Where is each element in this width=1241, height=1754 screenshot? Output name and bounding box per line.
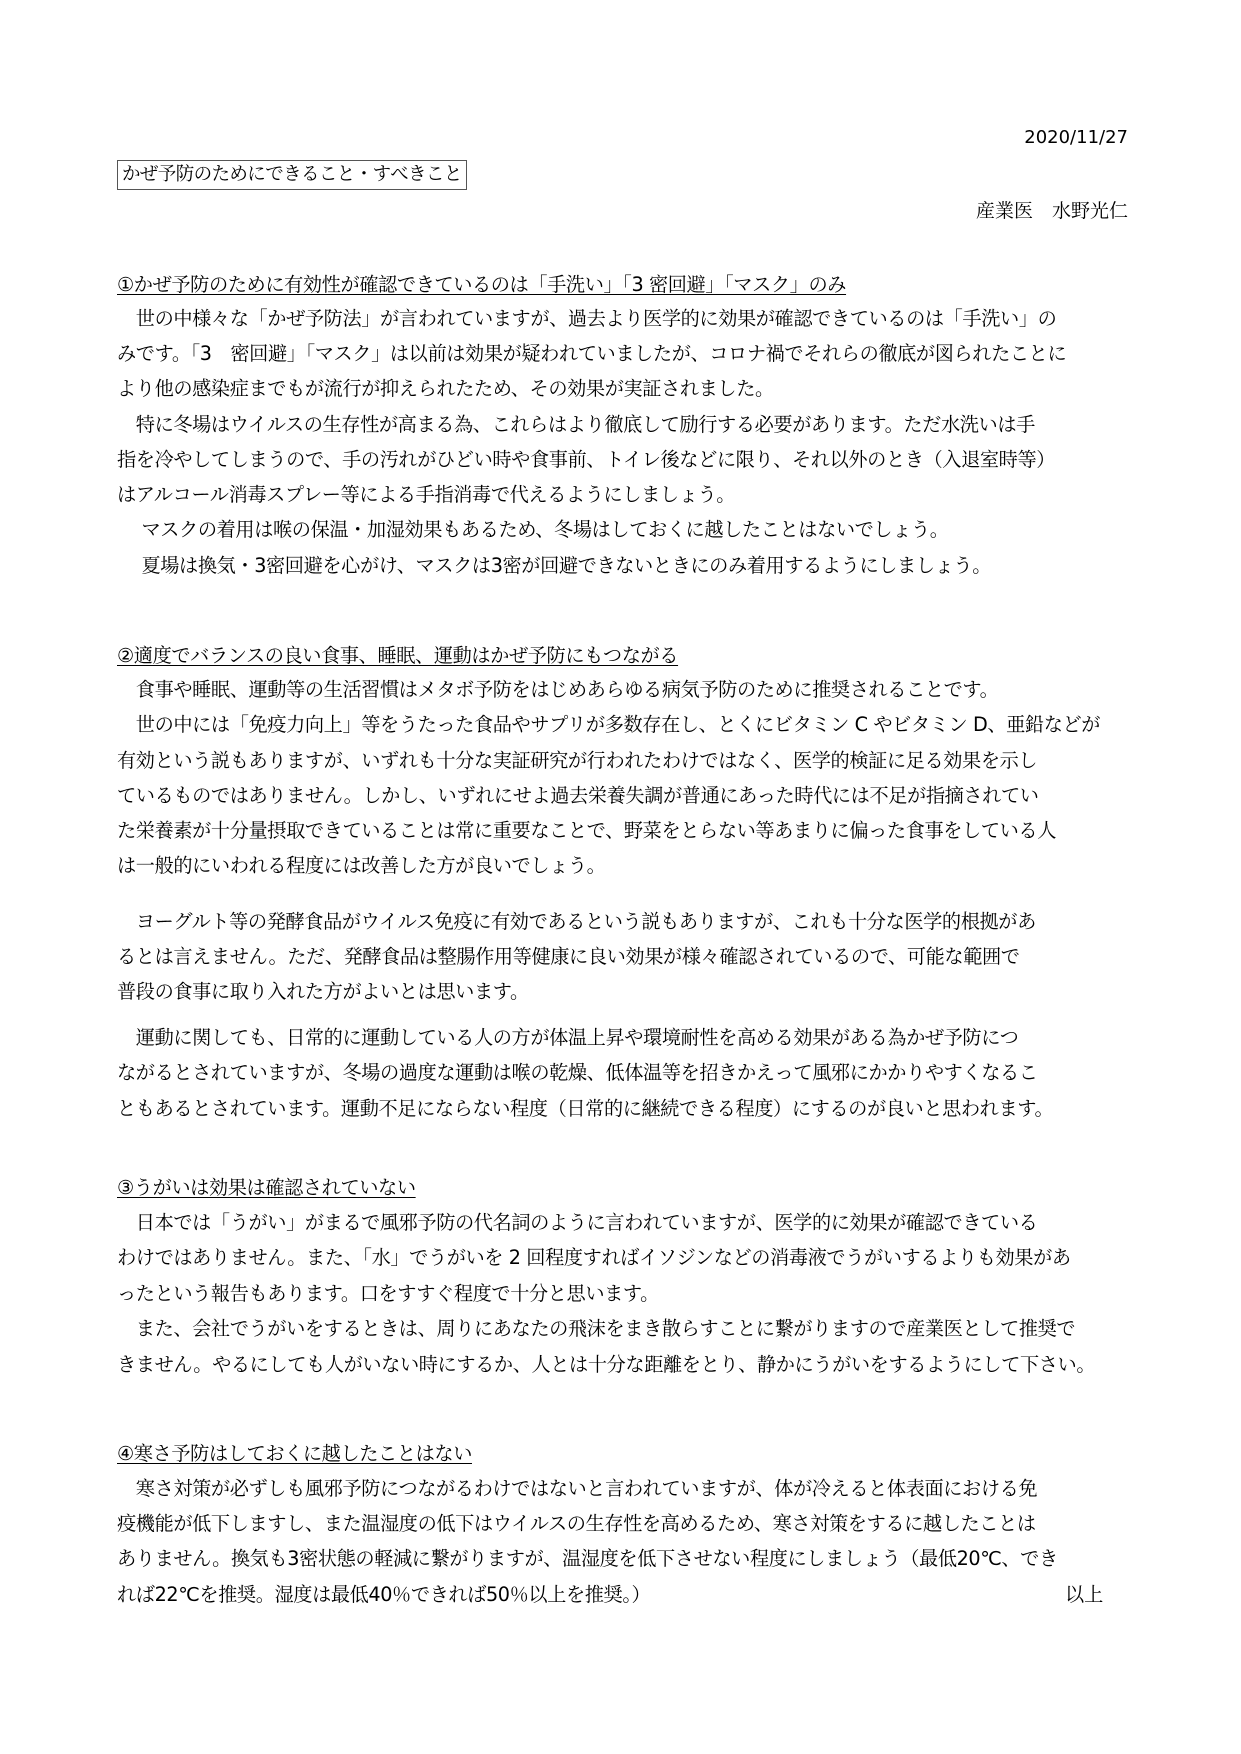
paragraph-line: また、会社でうがいをするときは、周りにあなたの飛沫をまき散らすことに繋がりますので産業医として推奨で (117, 1317, 1076, 1340)
paragraph-line: きません。やるにしても人がいない時にするか、人とは十分な距離をとり、静かにうがいをするようにして下さい。 (117, 1353, 1096, 1376)
paragraph-line: ながるとされていますが、冬場の過度な運動は喉の乾燥、低体温等を招きかえって風邪にかかりやすくなるこ (117, 1061, 1038, 1084)
paragraph-line: は一般的にいわれる程度には改善した方が良いでしょう。 (117, 854, 606, 877)
section-3-heading: ③うがいは効果は確認されていない (117, 1176, 416, 1199)
paragraph-line: 寒さ対策が必ずしも風邪予防につながるわけではないと言われていますが、体が冷えると体表面における免 (117, 1477, 1038, 1500)
document-author: 産業医 水野光仁 (975, 200, 1128, 222)
paragraph-line: マスクの着用は喉の保温・加湿効果もあるため、冬場はしておくに越したことはないでしょう。 (117, 518, 949, 541)
paragraph-line: ヨーグルト等の発酵食品がウイルス免疫に有効であるという説もありますが、これも十分な医学的根拠があ (117, 910, 1036, 933)
section-1-heading: ①かぜ予防のために有効性が確認できているのは「手洗い」「3 密回避」「マスク」のみ (117, 273, 847, 296)
paragraph-line: ているものではありません。しかし、いずれにせよ過去栄養失調が普通にあった時代には不足が指摘されてい (117, 784, 1039, 807)
paragraph-line: 特に冬場はウイルスの生存性が高まる為、これらはより徹底して励行する必要があります。ただ水洗いは手 (117, 413, 1035, 436)
document-title: かぜ予防のためにできること・すべきこと (117, 160, 467, 190)
paragraph-line: より他の感染症までもが流行が抑えられたため、その効果が実証されました。 (117, 377, 774, 400)
section-2-heading: ②適度でバランスの良い食事、睡眠、運動はかぜ予防にもつながる (117, 644, 679, 667)
paragraph-line: 有効という説もありますが、いずれも十分な実証研究が行われたわけではなく、医学的検証に足る効果を示し (117, 749, 1038, 772)
paragraph-line: 指を冷やしてしまうので、手の汚れがひどい時や食事前、トイレ後などに限り、それ以外のとき（入退室時等） (117, 448, 1056, 471)
paragraph-line: 普段の食事に取り入れた方がよいとは思います。 (117, 980, 529, 1003)
paragraph-line: ありません。換気も3密状態の軽減に繋がりますが、温湿度を低下させない程度にしましょう（最低20℃、でき (117, 1547, 1058, 1570)
closing-mark: 以上 (1065, 1583, 1104, 1606)
paragraph-line: 食事や睡眠、運動等の生活習慣はメタボ予防をはじめあらゆる病気予防のために推奨されることです。 (117, 678, 999, 701)
paragraph-line: 運動に関しても、日常的に運動している人の方が体温上昇や環境耐性を高める効果がある為かぜ予防につ (117, 1026, 1019, 1049)
paragraph-line: みです。「3 密回避」「マスク」は以前は効果が疑われていましたが、コロナ禍でそれらの徹底が図られたことに (117, 342, 1067, 365)
paragraph-line: 世の中には「免疫力向上」等をうたった食品やサプリが多数存在し、とくにビタミン C やビタミン D、亜鉛などが (117, 713, 1101, 736)
paragraph-line: た栄養素が十分量摂取できていることは常に重要なことで、野菜をとらない等あまりに偏った食事をしている人 (117, 819, 1056, 842)
document-date: 2020/11/27 (1024, 127, 1128, 148)
paragraph-line: 世の中様々な「かぜ予防法」が言われていますが、過去より医学的に効果が確認できているのは「手洗い」の (117, 307, 1057, 330)
paragraph-line: るとは言えません。ただ、発酵食品は整腸作用等健康に良い効果が様々確認されているので、可能な範囲で (117, 945, 1020, 968)
paragraph-line: ともあるとされています。運動不足にならない程度（日常的に継続できる程度）にするのが良いと思われます。 (117, 1097, 1054, 1120)
paragraph-line: 夏場は換気・3密回避を心がけ、マスクは3密が回避できないときにのみ着用するようにしましょう。 (117, 554, 991, 577)
paragraph-line: ったという報告もあります。口をすすぐ程度で十分と思います。 (117, 1282, 659, 1305)
paragraph-line: わけではありません。また、「水」でうがいを 2 回程度すればイソジンなどの消毒液でうがいするよりも効果があ (117, 1246, 1071, 1269)
paragraph-line: れば22℃を推奨。湿度は最低40％できれば50％以上を推奨。） (117, 1583, 651, 1606)
section-4-heading: ④寒さ予防はしておくに越したことはない (117, 1442, 472, 1465)
paragraph-line: はアルコール消毒スプレー等による手指消毒で代えるようにしましょう。 (117, 483, 736, 506)
paragraph-line: 疫機能が低下しますし、また温湿度の低下はウイルスの生存性を高めるため、寒さ対策をするに越したことは (117, 1512, 1036, 1535)
paragraph-line: 日本では「うがい」がまるで風邪予防の代名詞のように言われていますが、医学的に効果が確認できている (117, 1211, 1038, 1234)
